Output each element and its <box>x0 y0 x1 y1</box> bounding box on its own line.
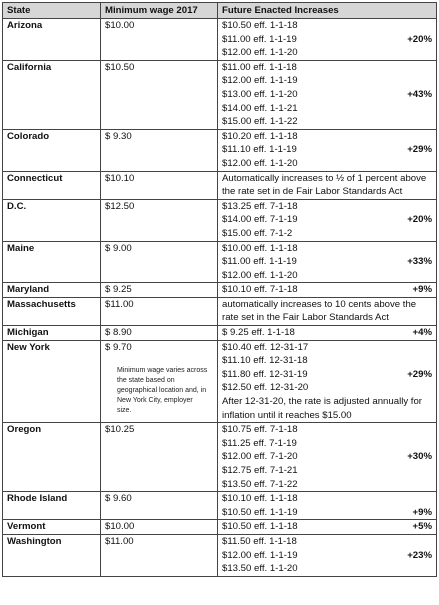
increase-line <box>222 464 432 478</box>
increase-line <box>222 130 432 144</box>
increase-text: $12.50 eff. 12-31-20 <box>222 382 309 394</box>
wage-value: $ 8.90 <box>105 327 132 339</box>
increase-line <box>222 423 432 437</box>
wage-note: Minimum wage varies across the state based on geographical location and, in New York City, employer size. <box>117 367 208 415</box>
increase-line <box>222 200 432 214</box>
wage-value: $11.00 <box>105 535 134 547</box>
wage-value: $ 9.00 <box>105 242 132 254</box>
table-row <box>3 520 437 535</box>
increase-line <box>222 326 432 340</box>
percent-change: +4% <box>412 327 432 339</box>
increase-text: $10.10 eff. 7-1-18 <box>222 284 298 296</box>
minimum-wage-table <box>2 2 437 577</box>
increase-line <box>222 354 432 368</box>
increases-cell <box>218 326 437 341</box>
increase-text: $12.00 eff. 1-1-19 <box>222 75 298 87</box>
state-cell: Arizona <box>3 19 101 61</box>
percent-change: +23% <box>407 549 432 561</box>
state-cell: Vermont <box>3 520 101 535</box>
increase-text: $12.75 eff. 7-1-21 <box>222 465 298 476</box>
table-row <box>3 297 437 325</box>
increase-line <box>222 88 432 102</box>
table-row <box>3 19 437 61</box>
increases-cell <box>218 492 437 520</box>
percent-change: +20% <box>407 214 432 226</box>
percent-change: +20% <box>407 33 432 45</box>
increase-line <box>222 381 432 395</box>
increase-text: automatically increases to 10 cents above the rate set in the Fair Labor Standards Act <box>222 298 417 324</box>
wage-cell <box>101 340 218 423</box>
state-cell: Rhode Island <box>3 492 101 520</box>
wage-cell <box>101 241 218 283</box>
increase-line <box>222 46 432 60</box>
increase-text: $11.25 eff. 7-1-19 <box>222 437 297 449</box>
percent-change: +33% <box>407 256 432 268</box>
state-cell: California <box>3 60 101 129</box>
table-row <box>3 171 437 199</box>
wage-cell <box>101 423 218 492</box>
state-cell: D.C. <box>3 199 101 241</box>
increase-text: $10.40 eff. 12-31-17 <box>222 341 309 353</box>
wage-value: $10.50 <box>105 61 135 73</box>
increase-line <box>222 255 432 269</box>
increase-line <box>222 549 432 563</box>
increase-line <box>222 283 432 297</box>
wage-cell <box>101 60 218 129</box>
percent-change: +29% <box>407 368 432 380</box>
increases-cell <box>218 297 437 325</box>
wage-cell <box>101 326 218 341</box>
percent-change: +29% <box>407 144 432 156</box>
increase-line <box>222 437 432 451</box>
state-cell: Connecticut <box>3 171 101 199</box>
increase-text: $13.25 eff. 7-1-18 <box>222 200 298 212</box>
increase-text: $11.00 eff. 1-1-19 <box>222 33 297 45</box>
wage-cell <box>101 520 218 535</box>
increase-line <box>222 102 432 116</box>
table-row <box>3 129 437 171</box>
increases-cell <box>218 283 437 298</box>
increases-cell <box>218 340 437 423</box>
wage-value: $10.25 <box>105 424 135 436</box>
state-cell: Washington <box>3 534 101 576</box>
table-row <box>3 492 437 520</box>
increase-line <box>222 269 432 283</box>
increase-text: $10.50 eff. 1-1-18 <box>222 521 298 533</box>
increase-text: $11.00 eff. 1-1-18 <box>222 61 297 73</box>
increase-line <box>222 74 432 88</box>
increase-text: $10.50 eff. 1-1-18 <box>222 20 298 31</box>
increase-line <box>222 143 432 157</box>
increase-text: $10.50 eff. 1-1-19 <box>222 506 298 518</box>
increase-line <box>222 33 432 47</box>
wage-value: $ 9.25 <box>105 284 132 296</box>
wage-value: $ 9.30 <box>105 130 132 142</box>
increase-line <box>222 450 432 464</box>
percent-change: +43% <box>407 88 432 100</box>
state-cell: Michigan <box>3 326 101 341</box>
wage-cell <box>101 492 218 520</box>
increase-text: $12.00 eff. 1-1-20 <box>222 157 298 169</box>
increase-line <box>222 213 432 227</box>
header-minimum-wage: Minimum wage 2017 <box>101 3 218 19</box>
state-cell: New York <box>3 340 101 423</box>
increase-text: $11.00 eff. 1-1-19 <box>222 256 297 268</box>
table-row <box>3 326 437 341</box>
increase-text: $14.00 eff. 7-1-19 <box>222 214 298 226</box>
wage-cell <box>101 283 218 298</box>
increase-line <box>222 172 432 199</box>
increase-line <box>222 115 432 129</box>
increase-text: $11.50 eff. 1-1-18 <box>222 535 297 547</box>
wage-cell <box>101 199 218 241</box>
increase-text: $14.00 eff. 1-1-21 <box>222 102 298 114</box>
increase-line <box>222 535 432 549</box>
increase-text: $12.00 eff. 1-1-19 <box>222 549 298 561</box>
table-row <box>3 283 437 298</box>
increase-text: $10.20 eff. 1-1-18 <box>222 130 298 142</box>
percent-change: +30% <box>407 451 432 463</box>
table-row <box>3 241 437 283</box>
increases-cell <box>218 60 437 129</box>
header-row <box>3 3 437 19</box>
increase-text: $13.50 eff. 7-1-22 <box>222 478 298 490</box>
increase-text: $10.10 eff. 1-1-18 <box>222 493 298 505</box>
increase-text: $13.50 eff. 1-1-20 <box>222 563 298 575</box>
increase-text: $11.80 eff. 12-31-19 <box>222 368 308 380</box>
increase-line <box>222 341 432 355</box>
wage-cell <box>101 297 218 325</box>
wage-value: $11.00 <box>105 298 134 310</box>
increase-line <box>222 242 432 256</box>
percent-change: +5% <box>412 521 432 533</box>
increase-line <box>222 61 432 75</box>
increases-cell <box>218 19 437 61</box>
increase-text: $11.10 eff. 12-31-18 <box>222 355 308 367</box>
increase-line <box>222 298 432 325</box>
increase-text: $12.00 eff. 1-1-20 <box>222 47 298 59</box>
increase-line <box>222 478 432 492</box>
increases-cell <box>218 171 437 199</box>
wage-value: $10.00 <box>105 20 135 31</box>
increases-cell <box>218 423 437 492</box>
percent-change: +9% <box>412 506 432 518</box>
increase-text: $15.00 eff. 7-1-2 <box>222 227 293 239</box>
wage-cell <box>101 129 218 171</box>
increase-line <box>222 395 432 422</box>
increase-text: $12.00 eff. 7-1-20 <box>222 451 298 463</box>
increase-line <box>222 368 432 382</box>
increase-text: Automatically increases to ½ of 1 percent above the rate set in de Fair Labor Standards Act <box>222 172 427 198</box>
state-cell: Maine <box>3 241 101 283</box>
table-row <box>3 534 437 576</box>
state-cell: Colorado <box>3 129 101 171</box>
wage-value: $12.50 <box>105 200 135 212</box>
header-state: State <box>3 3 101 19</box>
wage-value: $10.00 <box>105 521 135 533</box>
increase-text: $10.75 eff. 7-1-18 <box>222 424 298 436</box>
increase-text: $ 9.25 eff. 1-1-18 <box>222 327 295 339</box>
percent-change: +9% <box>412 284 432 296</box>
table-row <box>3 340 437 423</box>
increase-text: $10.00 eff. 1-1-18 <box>222 242 298 254</box>
increases-cell <box>218 520 437 535</box>
increases-cell <box>218 199 437 241</box>
wage-value: $ 9.70 <box>105 341 132 353</box>
state-cell: Oregon <box>3 423 101 492</box>
increase-line <box>222 227 432 241</box>
increase-line <box>222 520 432 534</box>
increase-line <box>222 157 432 171</box>
wage-cell <box>101 534 218 576</box>
wage-cell <box>101 19 218 61</box>
increase-text: $13.00 eff. 1-1-20 <box>222 88 298 100</box>
increases-cell <box>218 241 437 283</box>
increase-line <box>222 19 432 33</box>
wage-value: $ 9.60 <box>105 493 132 505</box>
state-cell: Maryland <box>3 283 101 298</box>
increases-cell <box>218 129 437 171</box>
increase-text: After 12-31-20, the rate is adjusted annually for inflation until it reaches $15.00 <box>222 396 422 421</box>
increase-line <box>222 506 432 520</box>
increase-text: $11.10 eff. 1-1-19 <box>222 144 297 156</box>
state-cell: Massachusetts <box>3 297 101 325</box>
increase-text: $15.00 eff. 1-1-22 <box>222 116 298 128</box>
header-future-increases: Future Enacted Increases <box>218 3 437 19</box>
table-row <box>3 60 437 129</box>
table-row <box>3 199 437 241</box>
table-body <box>3 19 437 577</box>
increase-line <box>222 562 432 576</box>
increase-line <box>222 492 432 506</box>
wage-cell <box>101 171 218 199</box>
increases-cell <box>218 534 437 576</box>
wage-value: $10.10 <box>105 172 135 184</box>
table-row <box>3 423 437 492</box>
increase-text: $12.00 eff. 1-1-20 <box>222 269 298 281</box>
